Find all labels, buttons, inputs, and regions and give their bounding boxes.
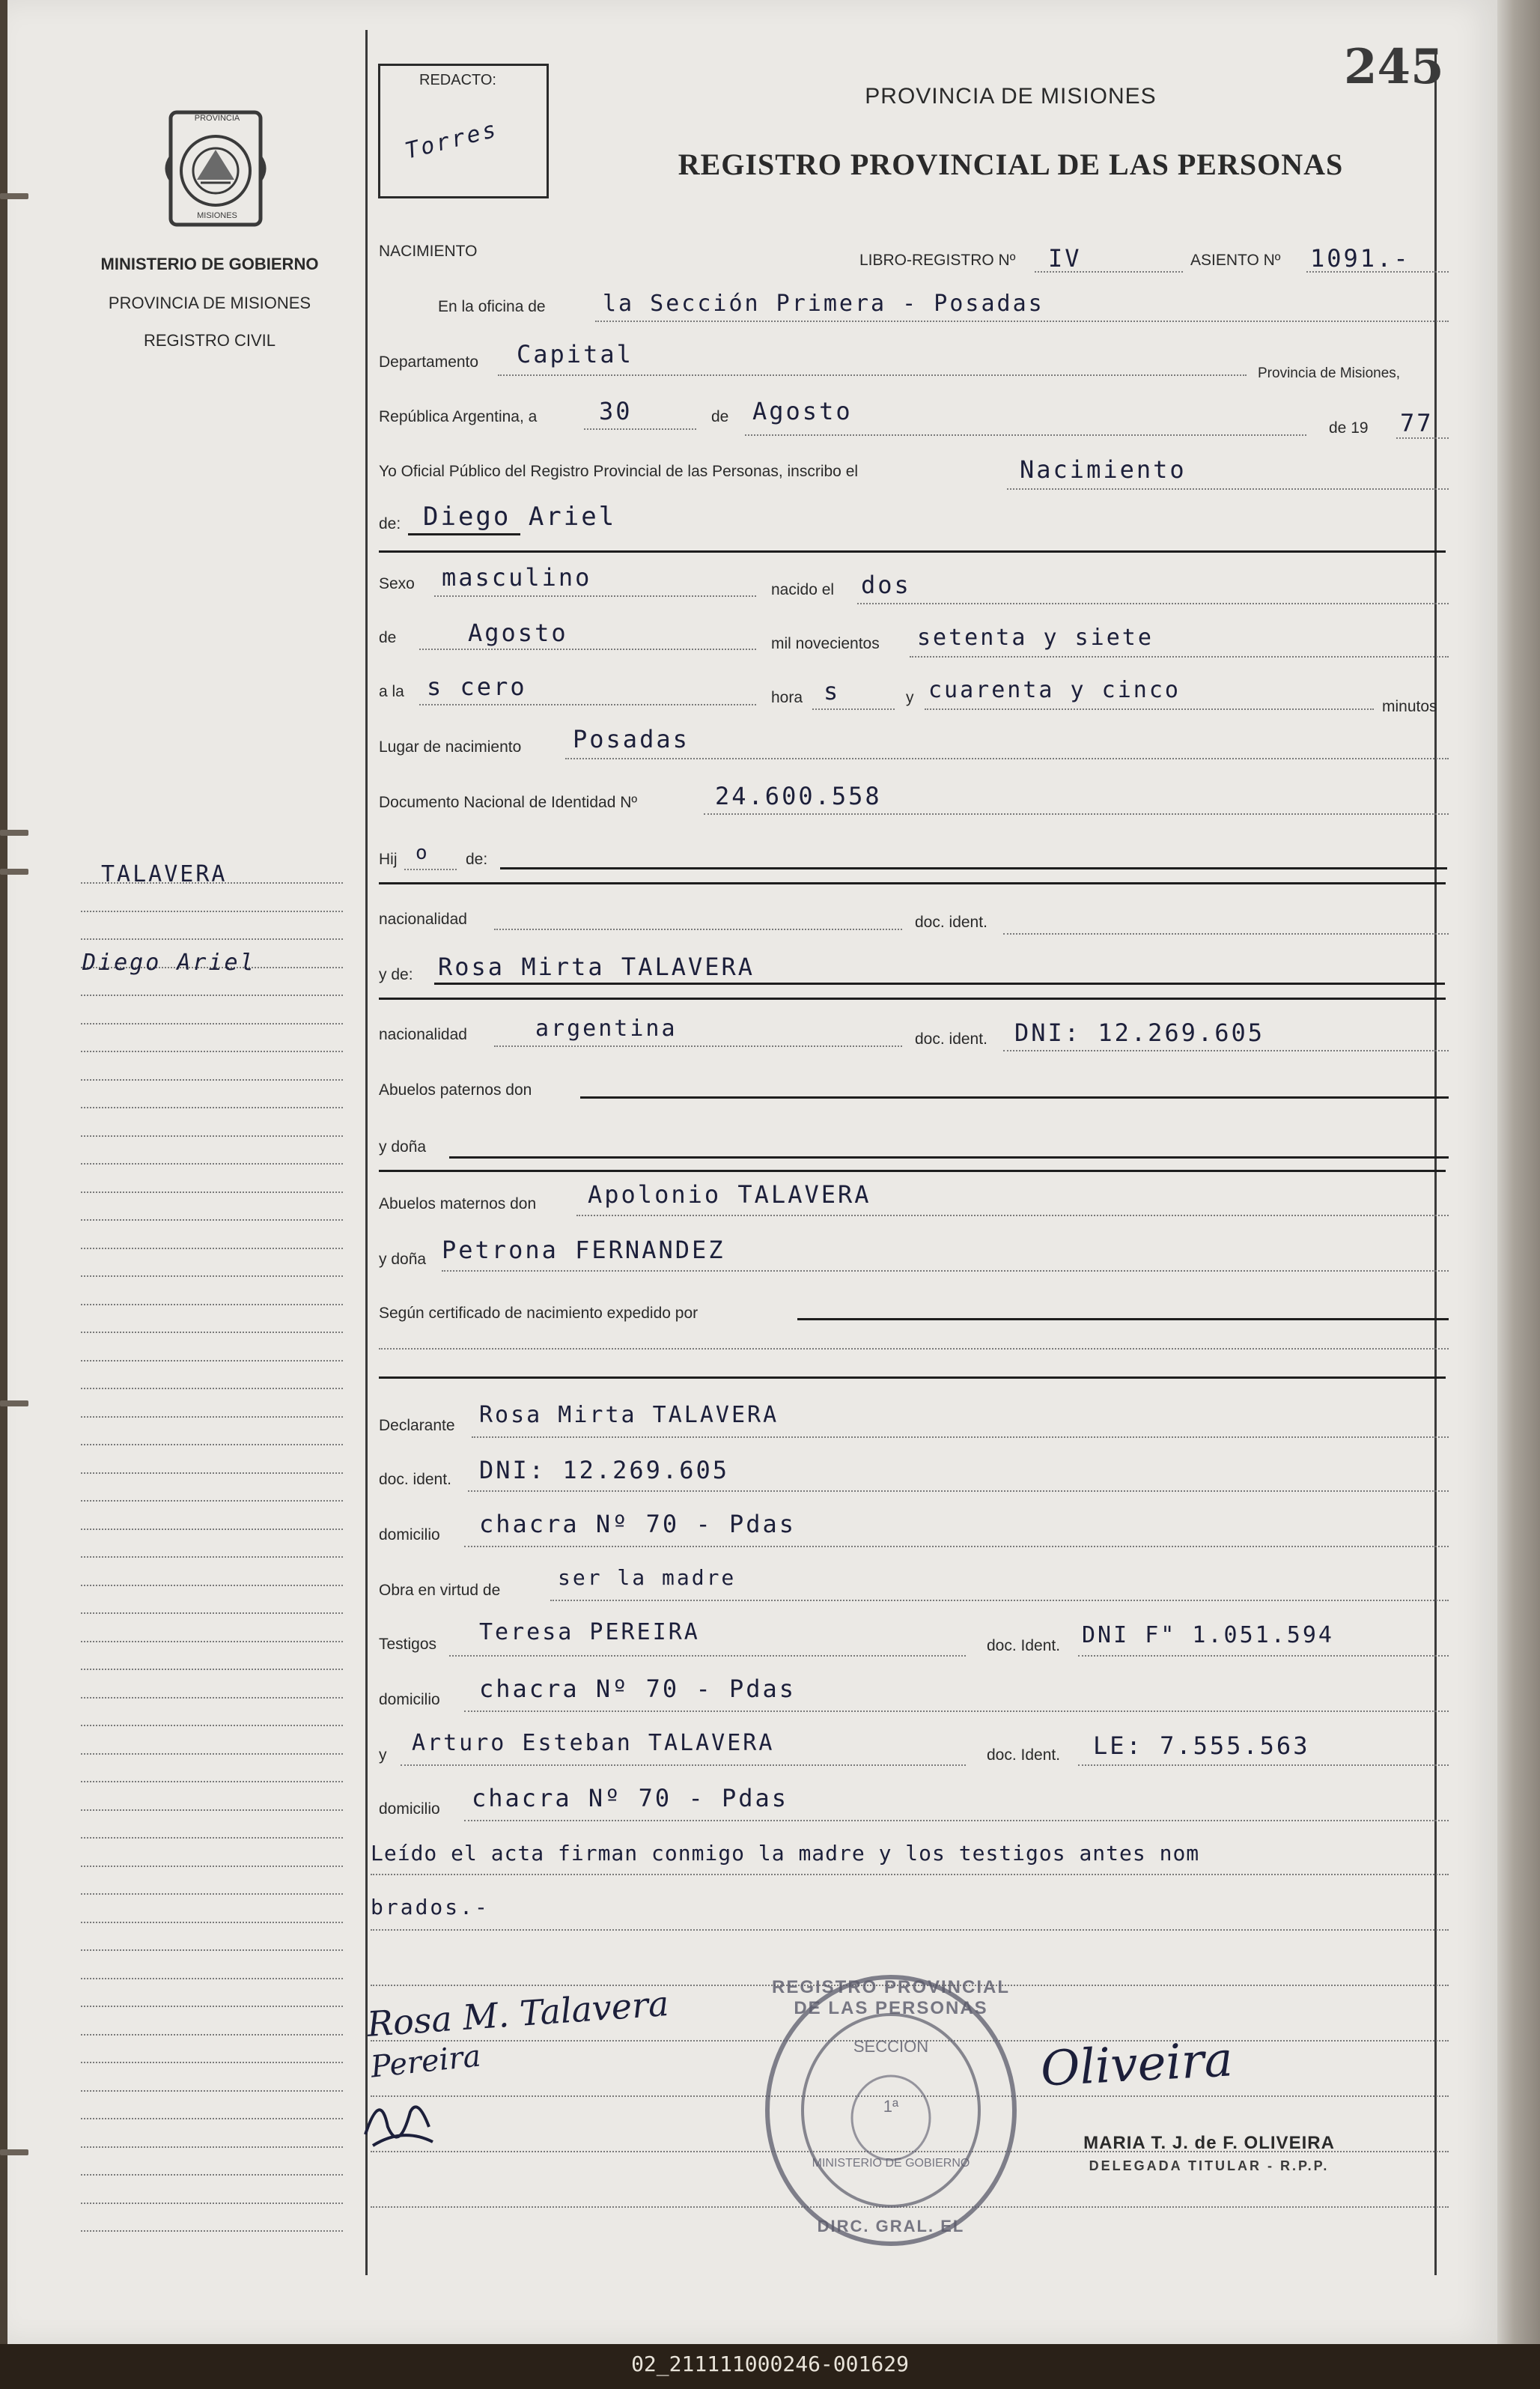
birthplace-value: Posadas <box>573 725 690 753</box>
stamp-ring-bottom-text: DIRC. GRAL. EL <box>817 2217 965 2235</box>
maternal-dona-line <box>442 1270 1449 1272</box>
binder-mark <box>0 193 28 199</box>
certificate-line-2 <box>379 1348 1449 1350</box>
margin-line <box>81 1500 343 1502</box>
year-label: de 19 <box>1329 419 1369 437</box>
margin-line <box>81 1079 343 1081</box>
mother-nationality-line <box>494 1045 902 1047</box>
declarant-domicile-value: chacra Nº 70 - Pdas <box>479 1510 797 1538</box>
official-signature: Oliveira <box>1039 2032 1235 2098</box>
mother-rule <box>379 998 1446 1000</box>
acts-line <box>550 1600 1449 1601</box>
margin-line <box>81 1922 343 1923</box>
margin-surname: TALAVERA <box>101 861 228 887</box>
margin-line <box>81 1837 343 1839</box>
margin-line <box>81 2034 343 2036</box>
margin-line <box>81 2006 343 2007</box>
witness2-line <box>401 1764 966 1766</box>
margin-line <box>81 1669 343 1670</box>
margin-line <box>81 1472 343 1474</box>
closing-line-2: brados.- <box>371 1895 490 1919</box>
witness2-doc-line <box>1078 1764 1449 1766</box>
redacto-label: REDACTO: <box>419 72 496 88</box>
witness2-value: Arturo Esteban TALAVERA <box>412 1730 775 1756</box>
born-de-label: de <box>379 629 397 646</box>
binder-mark <box>0 1400 28 1406</box>
born-month-value: Agosto <box>468 619 568 647</box>
year-value: 77 <box>1400 409 1434 437</box>
child-label: Hij <box>379 851 398 868</box>
department-value: Capital <box>517 340 633 368</box>
maternal-value: Apolonio TALAVERA <box>588 1180 871 1209</box>
official-line <box>1007 488 1449 490</box>
child-suffix-line <box>404 869 457 870</box>
maternal-label: Abuelos maternos don <box>379 1195 537 1212</box>
margin-line <box>81 1697 343 1699</box>
republic-label: República Argentina, a <box>379 408 538 425</box>
day-value: 30 <box>599 397 633 425</box>
declarant-domicile-line <box>464 1546 1449 1547</box>
hour-value: s cero <box>427 673 527 701</box>
margin-line <box>81 1023 343 1024</box>
certificate-rule <box>379 1376 1446 1379</box>
stamp-center-number: 1ª <box>883 2097 899 2116</box>
month-value: Agosto <box>752 397 853 425</box>
declarant-doc-label: doc. ident. <box>379 1471 451 1488</box>
month-line <box>745 434 1306 436</box>
ministry-heading: MINISTERIO DE GOBIERNO <box>100 255 319 273</box>
margin-line <box>81 1135 343 1137</box>
hour-line <box>419 704 756 705</box>
margin-line <box>81 2174 343 2176</box>
margin-line <box>81 1893 343 1895</box>
witness-label: Testigos <box>379 1636 437 1653</box>
margin-line <box>81 1332 343 1333</box>
margin-line <box>81 2146 343 2148</box>
witness2-domicile-label: domicilio <box>379 1800 440 1818</box>
hour-suffix-line <box>812 708 895 710</box>
witness2-and-label: y <box>379 1746 387 1764</box>
paternal-line <box>580 1096 1449 1099</box>
closing-line-1: Leído el acta firman conmigo la madre y los testigos antes nom <box>371 1841 1200 1866</box>
margin-line <box>81 1725 343 1726</box>
province-heading: PROVINCIA DE MISIONES <box>865 84 1157 109</box>
witness1-domicile-line <box>464 1710 1449 1712</box>
margin-line <box>81 2062 343 2063</box>
margin-line <box>81 1866 343 1867</box>
dni-line <box>704 813 1449 815</box>
declarant-doc-value: DNI: 12.269.605 <box>479 1456 729 1484</box>
born-label: nacido el <box>771 581 835 598</box>
seal-text-top: PROVINCIA <box>194 114 240 123</box>
declarant-line <box>472 1436 1449 1438</box>
birthplace-line <box>565 758 1449 759</box>
right-rule <box>1434 52 1437 2275</box>
binder-mark <box>0 869 28 875</box>
margin-line <box>81 1416 343 1418</box>
certificate-label: Según certificado de nacimiento expedido por <box>379 1305 699 1322</box>
time-at-label: a la <box>379 683 404 700</box>
closing-line-1-rule <box>371 1874 1449 1875</box>
witness1-value: Teresa PEREIRA <box>479 1619 700 1645</box>
paternal-dona-line <box>449 1156 1449 1159</box>
mother-signature: Rosa M. Talavera <box>365 1982 671 2045</box>
margin-rule <box>365 30 368 2275</box>
father-line <box>500 867 1447 869</box>
entry-value: 1091.- <box>1310 244 1410 273</box>
name-underline <box>408 533 520 535</box>
margin-line <box>81 1612 343 1614</box>
margin-line <box>81 1163 343 1165</box>
father-nationality-line <box>494 929 902 930</box>
father-rule <box>379 882 1446 884</box>
paternal-dona-label: y doña <box>379 1138 427 1156</box>
born-day-value: dos <box>861 571 911 599</box>
paternal-rule <box>379 1170 1446 1172</box>
margin-line <box>81 1248 343 1249</box>
book-edge <box>1497 0 1540 2344</box>
margin-line <box>81 1529 343 1530</box>
mother-doc-label: doc. ident. <box>915 1030 987 1048</box>
office-value: la Sección Primera - Posadas <box>603 291 1044 317</box>
official-text: Yo Oficial Público del Registro Provincial de las Personas, inscribo el <box>379 463 859 480</box>
born-year-line <box>910 656 1449 658</box>
child-de-label: de: <box>466 851 488 868</box>
sex-label: Sexo <box>379 575 415 592</box>
margin-line <box>81 2090 343 2092</box>
stamp-center-section: SECCION <box>853 2037 929 2056</box>
margin-line <box>81 1809 343 1811</box>
witness1-doc-value: DNI F" 1.051.594 <box>1082 1622 1334 1648</box>
entry-label: ASIENTO Nº <box>1190 252 1281 269</box>
margin-line <box>81 1107 343 1108</box>
witness1-domicile-value: chacra Nº 70 - Pdas <box>479 1675 797 1703</box>
born-month-line <box>419 649 756 650</box>
page-number: 245 <box>1344 39 1444 95</box>
binder-mark <box>0 830 28 836</box>
mother-doc-value: DNI: 12.269.605 <box>1014 1019 1264 1047</box>
book-value: IV <box>1048 244 1082 273</box>
sex-value: masculino <box>442 563 592 592</box>
document-page <box>7 0 1497 2344</box>
maternal-line <box>576 1215 1449 1216</box>
margin-line <box>81 1304 343 1305</box>
margin-line <box>81 1388 343 1389</box>
margin-line <box>81 1556 343 1558</box>
witness2-domicile-line <box>464 1820 1449 1821</box>
father-doc-label: doc. ident. <box>915 914 987 931</box>
binder-mark <box>0 2149 28 2155</box>
image-id-caption: 02_211111000246-001629 <box>631 2352 909 2376</box>
redacto-value: Torres <box>402 116 501 165</box>
department-label: Departamento <box>379 353 479 371</box>
dni-value: 24.600.558 <box>715 782 882 810</box>
thousand-label: mil novecientos <box>771 635 880 652</box>
declarant-domicile-label: domicilio <box>379 1526 440 1543</box>
official-name: MARIA T. J. de F. OLIVEIRA <box>1083 2133 1335 2153</box>
margin-line <box>81 2118 343 2119</box>
declarant-label: Declarante <box>379 1417 455 1434</box>
margin-line <box>81 1781 343 1782</box>
minutes-label: minutos <box>1382 698 1437 715</box>
margin-line <box>81 1949 343 1951</box>
record-type-label: NACIMIENTO <box>379 243 478 260</box>
declarant-doc-line <box>468 1490 1449 1492</box>
margin-line <box>81 2230 343 2232</box>
mother-line <box>434 983 1445 985</box>
minutes-value: cuarenta y cinco <box>928 677 1181 703</box>
time-and-label: y <box>906 689 914 706</box>
registrant-name: Diego Ariel <box>423 502 617 532</box>
mother-doc-line <box>1003 1050 1449 1051</box>
department-line <box>498 374 1247 376</box>
margin-line <box>81 1978 343 1979</box>
acts-value: ser la madre <box>558 1565 737 1590</box>
born-day-line <box>857 603 1449 604</box>
stamp-center-ministry: MINISTERIO DE GOBIERNO <box>812 2157 970 2170</box>
father-doc-line <box>1003 933 1449 935</box>
margin-line <box>81 1641 343 1642</box>
mother-label: y de: <box>379 966 413 983</box>
margin-line <box>81 911 343 912</box>
year-line <box>1396 437 1449 439</box>
name-of-label: de: <box>379 515 401 532</box>
margin-given-names: Diego Ariel <box>82 950 256 976</box>
margin-line <box>81 995 343 996</box>
margin-line <box>81 1192 343 1193</box>
margin-line <box>81 1219 343 1221</box>
registry-subheading: REGISTRO CIVIL <box>143 331 276 350</box>
witness1-domicile-label: domicilio <box>379 1691 440 1708</box>
paternal-label: Abuelos paternos don <box>379 1081 532 1099</box>
minutes-line <box>925 708 1374 710</box>
witness2-signature-mark <box>358 2082 440 2157</box>
office-label: En la oficina de <box>438 298 546 315</box>
mother-value: Rosa Mirta TALAVERA <box>438 953 755 981</box>
child-suffix: o <box>416 842 430 864</box>
province-suffix: Provincia de Misiones, <box>1258 365 1401 381</box>
mother-nationality-value: argentina <box>535 1016 678 1042</box>
office-line <box>595 321 1449 322</box>
witness2-doc-value: LE: 7.555.563 <box>1093 1731 1310 1760</box>
witness-signature: Pereira <box>368 2039 483 2085</box>
stamp-ring-text: REGISTRO PROVINCIAL DE LAS PERSONAS <box>771 1977 1011 2018</box>
declarant-value: Rosa Mirta TALAVERA <box>479 1402 779 1428</box>
father-nationality-label: nacionalidad <box>379 911 467 928</box>
registry-title: REGISTRO PROVINCIAL DE LAS PERSONAS <box>678 148 1344 181</box>
official-value: Nacimiento <box>1020 455 1187 484</box>
hour-suffix-value: s <box>824 677 841 705</box>
witness2-doc-label: doc. Ident. <box>987 1746 1061 1764</box>
margin-line <box>81 938 343 940</box>
certificate-line <box>797 1318 1449 1320</box>
sex-line <box>434 595 756 597</box>
witness1-line <box>449 1655 966 1657</box>
margin-line <box>81 2203 343 2204</box>
witness1-doc-label: doc. Ident. <box>987 1637 1061 1654</box>
seal-text-bottom: MISIONES <box>197 211 237 220</box>
acts-label: Obra en virtud de <box>379 1582 501 1599</box>
witness2-domicile-value: chacra Nº 70 - Pdas <box>472 1784 789 1812</box>
book-label: LIBRO-REGISTRO Nº <box>859 252 1016 269</box>
province-subheading: PROVINCIA DE MISIONES <box>108 294 311 312</box>
margin-line <box>81 1444 343 1445</box>
born-year-value: setenta y siete <box>917 625 1154 651</box>
witness1-doc-line <box>1078 1655 1449 1657</box>
maternal-dona-value: Petrona FERNANDEZ <box>442 1236 725 1264</box>
name-rule <box>379 550 1446 553</box>
closing-line-2-rule <box>371 1929 1449 1931</box>
margin-line <box>81 1585 343 1586</box>
maternal-dona-label: y doña <box>379 1251 427 1268</box>
birthplace-label: Lugar de nacimiento <box>379 738 522 756</box>
hora-label: hora <box>771 689 803 706</box>
margin-line <box>81 1051 343 1052</box>
margin-line <box>81 1753 343 1755</box>
dni-label: Documento Nacional de Identidad Nº <box>379 794 638 811</box>
day-line <box>584 428 696 430</box>
margin-line <box>81 1275 343 1277</box>
official-title: DELEGADA TITULAR - R.P.P. <box>1089 2158 1330 2173</box>
margin-line <box>81 1360 343 1362</box>
date-de-label: de <box>711 408 729 425</box>
mother-nationality-label: nacionalidad <box>379 1026 467 1043</box>
